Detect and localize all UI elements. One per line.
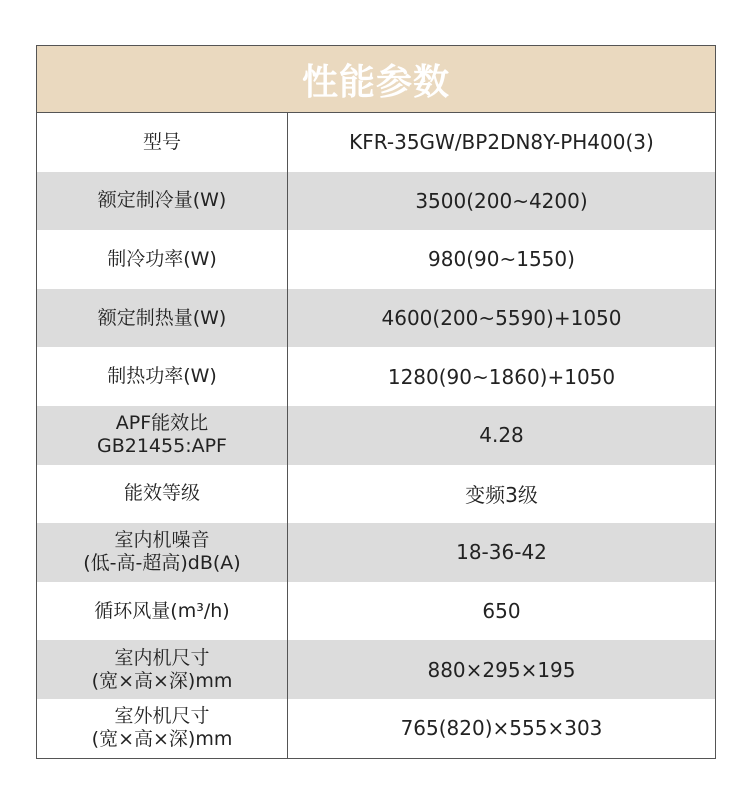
spec-row-model bbox=[37, 113, 715, 172]
row-label-line: GB21455:APF bbox=[97, 435, 227, 458]
row-label-line: 室内机噪音 bbox=[114, 529, 210, 552]
row-label-line: (宽×高×深)mm bbox=[91, 728, 233, 751]
row-label-line: 额定制冷量(W) bbox=[97, 189, 227, 212]
row-label-line: 型号 bbox=[142, 130, 181, 153]
row-label-line: 室外机尺寸 bbox=[114, 705, 210, 728]
spec-header bbox=[37, 46, 715, 113]
row-value: 18-36-42 bbox=[456, 540, 547, 565]
spec-row-apf bbox=[37, 406, 715, 465]
row-label-line: 额定制热量(W) bbox=[97, 306, 227, 329]
row-value: 765(820)×555×303 bbox=[400, 716, 603, 741]
row-label bbox=[37, 230, 288, 289]
row-label bbox=[37, 172, 288, 231]
row-label bbox=[37, 289, 288, 348]
row-label-line: 室内机尺寸 bbox=[114, 646, 210, 669]
row-label-line: APF能效比 bbox=[115, 412, 209, 435]
spec-row-indoor-noise bbox=[37, 523, 715, 582]
row-label bbox=[37, 640, 288, 699]
row-label bbox=[37, 406, 288, 465]
row-label-line: 循环风量(m³/h) bbox=[94, 599, 230, 622]
spec-row-efficiency-grade bbox=[37, 465, 715, 524]
row-value: 3500(200~4200) bbox=[415, 188, 588, 213]
row-value: 980(90~1550) bbox=[428, 247, 575, 272]
row-label-line: 能效等级 bbox=[123, 482, 200, 505]
row-label bbox=[37, 523, 288, 582]
row-label bbox=[37, 582, 288, 641]
row-label-line: 制冷功率(W) bbox=[107, 247, 217, 270]
spec-title: 性能参数 bbox=[301, 61, 450, 103]
row-value: 4600(200~5590)+1050 bbox=[381, 306, 622, 331]
spec-table bbox=[36, 45, 716, 759]
spec-row-rated-cooling bbox=[37, 172, 715, 231]
row-label-line: (低-高-超高)dB(A) bbox=[83, 552, 241, 575]
row-label bbox=[37, 113, 288, 172]
spec-row-cooling-power bbox=[37, 230, 715, 289]
row-label-line: (宽×高×深)mm bbox=[91, 669, 233, 692]
spec-row-rated-heating bbox=[37, 289, 715, 348]
row-value: 变频3级 bbox=[465, 483, 538, 508]
row-value: 1280(90~1860)+1050 bbox=[387, 364, 616, 389]
row-value: 880×295×195 bbox=[427, 657, 576, 682]
row-label-line: 制热功率(W) bbox=[107, 365, 217, 388]
row-value: 4.28 bbox=[479, 423, 524, 448]
spec-row-airflow bbox=[37, 582, 715, 641]
row-label bbox=[37, 347, 288, 406]
row-label bbox=[37, 699, 288, 758]
spec-row-indoor-size bbox=[37, 640, 715, 699]
spec-row-heating-power bbox=[37, 347, 715, 406]
spec-row-outdoor-size bbox=[37, 699, 715, 758]
row-label bbox=[37, 465, 288, 524]
row-value: 650 bbox=[482, 599, 521, 624]
row-value: KFR-35GW/BP2DN8Y-PH400(3) bbox=[349, 130, 654, 155]
